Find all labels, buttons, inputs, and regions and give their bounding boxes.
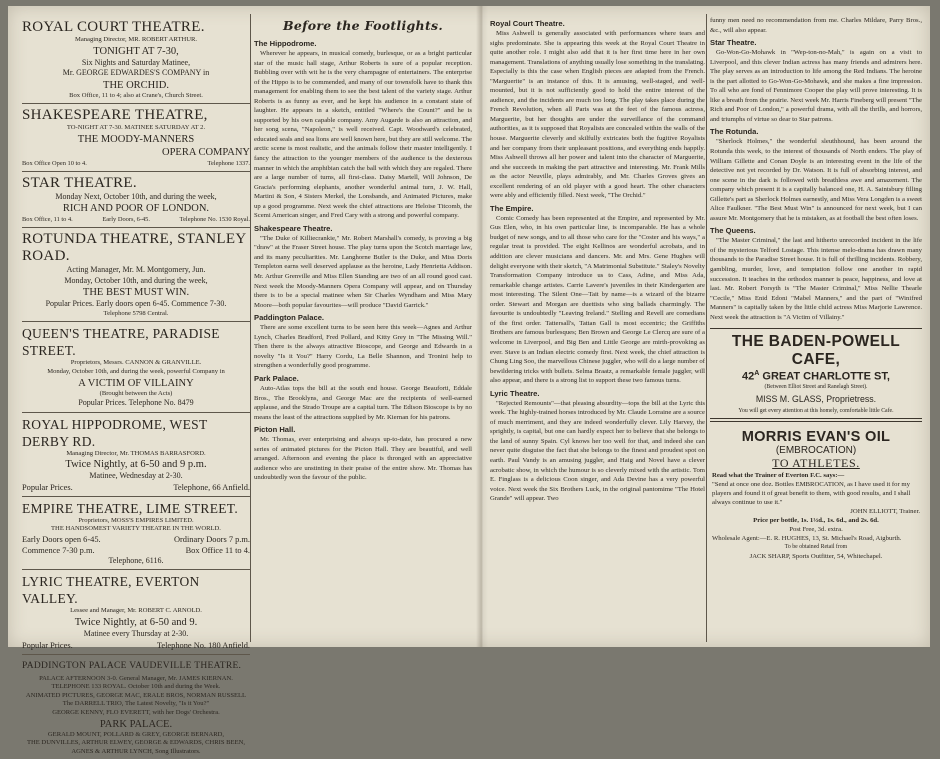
article-paddington [254, 313, 472, 371]
advert-line: Telephone No. 1530 Royal. [179, 216, 250, 224]
advert-shakespeare [22, 104, 250, 172]
advert-title: PADDINGTON PALACE VAUDEVILLE THEATRE. [22, 660, 242, 671]
advert-line: Telephone 1337. [207, 159, 250, 167]
advert-line: (Brought between the Acts) [99, 389, 173, 397]
advert-line: THE BEST MUST WIN. [82, 287, 190, 299]
newspaper-page [8, 6, 930, 755]
advert-line: RICH AND POOR OF LONDON. [62, 203, 210, 215]
advert-line: (EMBROCATION) [775, 444, 857, 456]
advert-line: Twice Nightly, at 6-50 and 9. [74, 617, 198, 629]
advert-title: QUEEN'S THEATRE, PARADISE STREET. [22, 326, 220, 359]
advert-line: Proprietors, MOSS'S EMPIRES LIMITED. [78, 516, 194, 524]
advert-line: Box Office 11 to 4. [185, 545, 250, 555]
article-heading: Star Theatre. [710, 38, 757, 48]
advert-line: Price per bottle, 1s. 1½d., 1s. 6d., and 2s. 6d. [753, 516, 879, 524]
advert-line: Popular Prices. [22, 482, 73, 492]
advert-title: ROYAL COURT THEATRE. [22, 19, 205, 35]
advert-line: GERALD MOUNT, POLLARD & GREY, GEORGE BERNARD, [47, 730, 225, 738]
article-heading: Shakespeare Theatre. [254, 223, 333, 233]
advert-line: Box Office Open 10 to 4. [22, 159, 87, 167]
advert-line: Matinee every Thursday at 2-30. [83, 629, 189, 639]
advert-royal-court [22, 16, 250, 104]
advert-line: Early Doors open 6-45. [22, 534, 101, 544]
article-body: "Rejected Remounts"—that pleasing absurdity—tops the bill at the Lyric this week. The highly-trained horses introduced by Mr. Claude Lorraine are a source of much merriment, and they are indeed wonderfully clever. Lily Harvey, the sprightly, is capital, but one can hardly expect her to believe that she belongs to the land of sunny Spain. Cyl knows her too well for that, and indeed she can never quite disguise the fact that she belongs to the finest and proudest spot on earth. Paul Vandy is an amusing juggler, and Haig and Novel have a clever acrobatic show, in which the humour is so cleverly mixed with the artistic. Tom E. Finglass is a delicious Coon singer, and Ada Devine has a very powerful voice. Next week the Six Brothers Luck, in the original pantomime "The Hotel Grande" will appear. Two [490, 399, 705, 503]
column-rule [250, 14, 251, 642]
article-lyric [490, 389, 705, 504]
advert-line: To be obtained Retail from [784, 543, 848, 550]
article-queens [710, 226, 922, 322]
advert-baden-powell-cafe [710, 328, 922, 419]
advert-line: Managing Director, MR. ROBERT ARTHUR. [74, 36, 198, 43]
advert-title: EMPIRE THEATRE, LIME STREET. [22, 500, 239, 516]
advert-quote: "Send at once one doz. Bottles EMBROCATION, as I have used it for my players and found it of great benefit to them, with good results, and I shall always continue to use it." [712, 480, 911, 506]
advert-title: ROYAL HIPPODROME, WEST DERBY RD. [22, 416, 208, 449]
article-heading: The Queens. [710, 226, 756, 236]
advert-line: GEORGE KENNY, FLO EVERETT, with her Dogs' Orchestra. [52, 708, 220, 716]
advert-line: Ordinary Doors 7 p.m. [173, 534, 250, 544]
advert-line: Lessee and Manager, Mr. ROBERT C. ARNOLD. [70, 607, 202, 615]
advert-address [712, 370, 920, 383]
advert-line: OPERA COMPANY [161, 146, 250, 158]
page-fold [476, 6, 488, 647]
advert-line: Managing Director, Mr. THOMAS BARRASFORD. [66, 449, 206, 457]
advert-line: MISS M. GLASS, Proprietress. [755, 393, 877, 404]
advert-line: You will get every attention at this homely, comfortable little Cafe. [738, 407, 894, 414]
advert-line: PALACE AFTERNOON 3-0. General Manager, Mr. JAMES KIERNAN. [39, 674, 233, 682]
reviews-column [490, 16, 705, 644]
advert-title: THE BADEN-POWELL CAFE, [731, 333, 901, 369]
advert-line: Six Nights and Saturday Matinee, [81, 57, 191, 67]
advert-line: Post Free, 3d. extra. [789, 525, 843, 533]
advert-line: ANIMATED PICTURES, GEORGE MAC, ERALE BROS, NORMAN RUSSELL [25, 691, 247, 699]
advert-star [22, 172, 250, 229]
advert-line: THE ORCHID. [103, 79, 169, 91]
advert-line: PARK PALACE. [99, 718, 173, 730]
advert-line: Monday Next, October 10th, and during the week, [55, 191, 217, 201]
advert-title: ROTUNDA THEATRE, STANLEY ROAD. [22, 231, 246, 265]
article-body: Mr. Thomas, ever enterprising and always up-to-date, has procured a new series of animated pictures for the Picton Hall. They are beautiful, and well arranged. Afternoon and evening the place is thronged with an appreciative audience who are unstinting in their praise of the entire show. Mr. Thomas has undoubtedly won the favour of the public. [254, 436, 472, 482]
advert-line: TO-NIGHT AT 7-30. MATINEE SATURDAY AT 2. [66, 124, 206, 132]
column-rule [706, 14, 707, 642]
advert-line: Acting Manager, Mr. M. Montgomery, Jun. [66, 265, 206, 275]
advert-line: JACK SHARP, Sports Outfitter, 54, Whitechapel. [749, 552, 883, 560]
advert-line: The DARRELL TRIO, The Latest Novelty, "Is it You?" [62, 700, 210, 708]
advert-morris-evans-oil [710, 421, 922, 564]
article-heading: Park Palace. [254, 373, 299, 383]
advert-line: Monday, October 10th, and during the week, powerful Company in [47, 367, 225, 375]
advert-line: TO ATHLETES. [772, 455, 860, 470]
advert-queens [22, 322, 250, 412]
advert-line: THE HANDSOMEST VARIETY THEATRE IN THE WORLD. [51, 525, 221, 533]
article-hippodrome [254, 39, 472, 221]
article-picton-hall [254, 425, 472, 483]
advert-line: Commence 7-30 p.m. [22, 545, 95, 555]
article-park-palace [254, 374, 472, 422]
article-body: "The Duke of Killiecrankie," Mr. Robert Marshall's comedy, is proving a big "draw" at the Fraser Street house. The play turns upon the Scotch marriage law, and its many peculiarities. Mr. Langhorne Butler is the Duke, and Miss Doris Templeton earns well deserved applause as the heroine, Lady Henrietta Addison. Mr. Arthur Grenville and Miss Ellen Standing are two of an all round good cast. Next week the Moody-Manners Opera Company will appear, and on Thursday there is to be a special matinee when Sir Charles Wyndham and Miss Mary Moore—both popular favourites—will produce "David Garrick." [254, 234, 472, 309]
footlights-column [254, 16, 472, 644]
article-body: "The Master Criminal," the last and hitherto unrecorded incident in the life of the mysterious Telford Lostage. This intense melo-drama has drawn many thousands to the Paradise Street house. It is full of thrilling incidents. Robbery, gambling, murder, love, and temptation follow one another in rapid succession. It teaches in the orthodox manner is peace, happiness, and love at last. Mr. Robert Forsyth is "The Master Criminal," Miss Nellie Thearle "Cecile," Miss Enid Edoni "Mabel Manners," and the part of "Winifred Manners" is capitally taken by the little child actress Miss Marjorie Lawrence. Next week the attraction is "A Victim of Villainy." [710, 237, 922, 321]
advert-line: Matinee, Wednesday at 2-30. [89, 471, 183, 481]
article-shakespeare [254, 224, 472, 310]
advert-line: Mr. GEORGE EDWARDES'S COMPANY in [62, 68, 210, 78]
section-masthead: Before the Footlights. [282, 18, 444, 33]
advert-line: Early Doors, 6-45. [102, 216, 150, 224]
advert-line: Proprietors, Messrs. CANNON & GRANVILLE. [70, 359, 202, 367]
article-heading: The Hippodrome. [254, 39, 317, 48]
article-body: There are some excellent turns to be seen here this week—Agnes and Arthur Lynch, Charles Bradford, Fred Pollard, and Kitty Grey in "The Missing Will." Then there is the always attractive Bioscope, and George and Edwards in a novelty "Is it You?" Harry Cordu, La Belle Shannon, and Tronini help to strengthen a wonderfully good programme. [254, 324, 472, 370]
article-royal-court [490, 19, 705, 201]
advert-line: TONIGHT AT 7-30, [93, 45, 179, 57]
article-heading: Paddington Palace. [254, 313, 325, 323]
article-rotunda [710, 127, 922, 223]
advert-line: (Between Elliot Street and Ranelagh Street). [764, 383, 868, 390]
advert-line: Telephone, 66 Anfield. [173, 482, 250, 492]
reviews-and-ads-column [710, 16, 922, 644]
advert-line: Popular Prices. Early doors open 6-45. Commence 7-30. [45, 299, 227, 309]
advert-line: THE MOODY-MANNERS [77, 133, 195, 145]
advert-line: TELEPHONE 133 ROYAL. October 10th and during the Week. [51, 683, 221, 691]
article-heading: The Empire. [490, 203, 534, 213]
article-body: Wherever he appears, in musical comedy, burlesque, or as a bright particular star of the music hall stage, Arthur Roberts is sure of a popular reception. Bubbling over with wit he is the very champagne of entertainers. The enterprise of the Hippo is to be commended, and many of our townsfolk have to thank this management for enabling them to see the best talent of the variety stage. Arthur Roberts is as funny as ever, and he kept his audience in a constant state of laughter. He appears in a sketch, entitled "Where's the Count?" and he is supported by his own capable company. Amy Augarde is also an attraction, and her song scena, "Napoleon," is well received. Capt. Woodward's celebrated, educated seals and sea lions are well known here, but they are still welcome. The arctic scene is most realistic, and the animals follow their master intelligently. I fancy the attraction to the younger members of the audience is the dexterous manner in which the amphibian catch the ball with which they are regaled. There are a large number of turns, all first-class. Daisy Martell, Will Johnson, De Gracia's performing elephants, another wonderful animal turn, J. W. Hall, Martini & Son, 4 Sisters Merkel, the Lonsbands, and Animated Pictures, make up a good programme. Next week the chief attractions are Heloise Titcomb, the Scemi American singer, and Fred Cary with a strong and powerful company. [254, 50, 472, 220]
advert-line: Box Office, 11 to 4. [22, 216, 73, 224]
article-star [710, 38, 922, 124]
article-body: Comic Comedy has been represented at the Empire, and represented by Mr. Gus Elen, who, in his own particular line, is incomparable. He has a whole budget of new songs, and to all those who care for the "Coster and his ways," a regular treat is provided. The eight Kellinos are wonderful acrobats, and in addition are clever musicians and dancers. Mr. and Mrs. Gene Hughes will delight everyone with their sketch, "A Matrimonial Substitute." Staley's Novelty Transformation Company introduce us to Cass, Adine, and Miss Ada, remarkable change artistes. Carrie Lavere's juveniles in their Kindergarten are most interesting. The Silent One—Tait by name—is a wizard of the bizarre order. Stewart and Morgan are duettists who sing ballads charmingly. The favourite is undoubtedly "Leaving Ireland." Stelling and Revell are comedians of the first order. Tattersall's, Tattan Gall is most eccentric; the Griffiths Brothers are famous burlesques; Ben Brown and George Le Clercq are sure of a welcome in Liverpool, and Big Ben and Little George are mirth-provoking as ever. Stave is an Indian electric comedy first. Next week, the chief attraction is Chung Ling Soo, the marvellous Chinese juggler, who will do a large number of bewildering tricks with bullets. Selma Braatz, a remarkable female juggler, will also appear, and there is a strong list to support these two famous turns. [490, 214, 705, 385]
article-body: "Sherlock Holmes," the wonderful sleuthhound, has been around the Rotunda this week, to the interest of thousands of North enders. The play of William Gillette and Conan Doyle is an interesting event in the life of the detective not yet recorded by Dr. Watson. It is full of absorbing interest, and one scene in the dark is followed with breathless awe and amazement. The company which present it is a capitally balanced one, H. A. Saintsbury filling Gillette's part as Sherlock Holmes earnestly, and Miss Vera Longden is a sweet Alice Faulkner. "The Best Must Win" is announced for next week, but I can assure Mr. Montgomery that he is mistaken, as at football the best often loses. [710, 138, 922, 222]
article-heading: Royal Court Theatre. [490, 19, 565, 28]
advert-lyric [22, 570, 250, 654]
advert-line: Telephone No. 180 Anfield. [156, 640, 250, 650]
advert-title: MORRIS EVAN'S OIL [741, 428, 891, 445]
street-number: 42 [742, 370, 755, 383]
street-number-suffix: A [754, 370, 760, 378]
advert-line: JOHN ELLIOTT, Trainer. [850, 507, 920, 515]
advert-line: THE DUNVILLES, ARTHUR ELWEY, GEORGE & EDWARDS, CHRIS BEEN, [26, 739, 246, 747]
advert-paddington [22, 655, 250, 759]
advert-line: Wholesale Agent:—E. R. HUGHES, 13, St. Michael's Road, Aigburth. [712, 534, 902, 542]
advert-title: STAR THEATRE. [22, 174, 137, 191]
advert-line: Popular Prices. [22, 640, 73, 650]
article-body: Auto-Atlas tops the bill at the south end house. George Beauforti, Eddale Bros., The Brooklyns, and George Mac are the recipients of well-earned applause, and the Strado Troupe are a capital turn. The Edison Bioscope is by no means the least of the attractions supplied by Mr. Kiernan for his patrons. [254, 384, 472, 421]
article-heading: Lyric Theatre. [490, 388, 540, 398]
article-heading: The Rotunda. [710, 127, 759, 137]
advert-line: Twice Nightly, at 6-50 and 9 p.m. [65, 459, 207, 471]
advert-line: Telephone, 6116. [108, 555, 164, 565]
theatre-adverts-column [22, 16, 250, 755]
advert-line: AGNES & ARTHUR LYNCH, Song Illustrators. [71, 747, 201, 755]
advert-line: Box Office, 11 to 4; also at Crane's, Church Street. [69, 91, 203, 99]
article-empire [490, 204, 705, 386]
article-heading: Picton Hall. [254, 425, 296, 435]
street-name: GREAT CHARLOTTE ST, [762, 370, 890, 383]
advert-title: LYRIC THEATRE, EVERTON VALLEY. [22, 574, 200, 607]
advert-line: Read what the Trainer of Everton F.C. says:— [712, 471, 845, 479]
advert-line: Popular Prices. Telephone No. 8479 [78, 398, 194, 408]
advert-line: Monday, October 10th, and during the week, [64, 275, 208, 285]
article-body: Go-Won-Go-Mohawk in "Wep-ton-no-Mah," is again on a visit to Liverpool, and this clever Indian actress has many friends and admirers here. The play serves as an introduction to life among the Red Indians. The heroine is the part allotted to Go-Won-Go-Mohawk, and she makes a fine impression. To all who are fond of Fennimore Cooper the play will prove interesting. It is like a breath from the prairie. Next week Mr. Harris Fineberg will present "The Rich and Poor of London," a powerful drama, with all the thrills, and horrors, and triumphs of virtue so dear to Star patrons. [710, 49, 922, 123]
advert-line: A VICTIM OF VILLAINY [78, 377, 194, 389]
article-body: Miss Ashwell is generally associated with performances where tears and sighs predominate. She is appearing this week at the Royal Court Theatre in quite another role. I might also add that it is her first time here in her own management. Translations of anything usually lose something in the translating. Especially is this the case when English pieces are adapted from the French. "Marguerite" is an instance of this. It is amusing, well-staged, and well-mounted, but it is not sufficiently good to hold the entire interest of the audience, and the incidents are much too long. The play takes place during the French Revolution, when all Paris was at the feet of the famous actress, Marguerite, but her thoughts are under the surveillance of the command authorities, as it is supposed that Royalists are concealed within the walls of the house. Marguerite cleverly and skilfully extricates both the fugitive Royalists and her company from their unpleasant positions, and everything ends happily. Miss Ashwell throws all her power and talent into the character of Marguerite, and she succeeds in making the part attractive and interesting. Mr. Frank Mills as the actor Neuville, plays admirably, and Mr. Charles Groves gives an excellent rendering of an old player with a good heart. The other characters were ably and efficiently filled. Next week, "The Orchid." [490, 30, 705, 200]
advert-royal-hippodrome [22, 413, 250, 497]
advert-rotunda [22, 228, 250, 322]
advert-title: SHAKESPEARE THEATRE, [22, 107, 208, 124]
advert-line: Telephone 5798 Central. [103, 309, 169, 317]
article-body: funny men need no recommendation from me. Charles Mildare, Parry Bros., &c., will also appear. [710, 17, 922, 34]
advert-empire [22, 497, 250, 571]
